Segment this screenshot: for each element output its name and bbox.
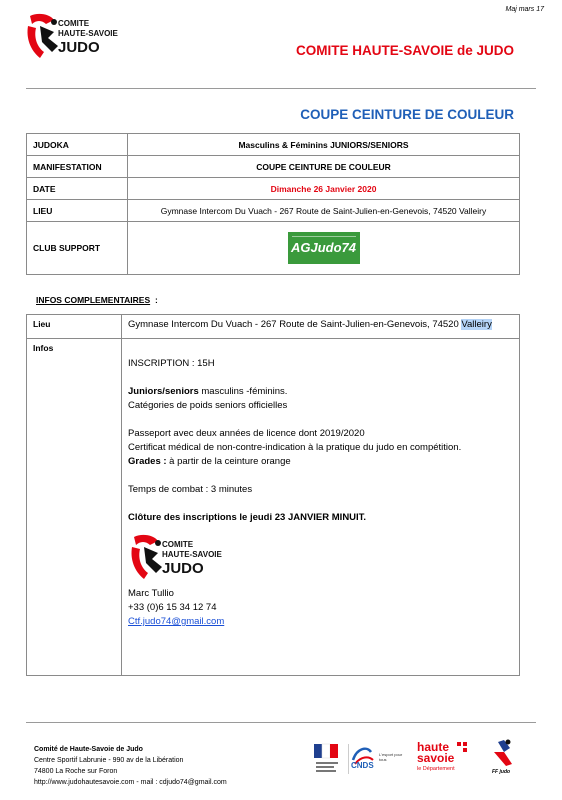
- hs-line-savoie: savoie: [417, 751, 455, 765]
- infos-value-infos: [122, 339, 520, 676]
- lieu-selected-text[interactable]: Valleiry: [461, 319, 492, 330]
- row-label-lieu: LIEU: [27, 200, 128, 222]
- juniors-line: [128, 385, 513, 399]
- contact-phone: +33 (0)6 15 34 12 74: [128, 602, 217, 613]
- contact-name: Marc Tullio: [128, 588, 174, 599]
- table-row: [27, 315, 520, 339]
- hs-line-departement: le Département: [417, 766, 455, 772]
- bottom-divider: [26, 722, 536, 723]
- table-row: [27, 134, 520, 156]
- passeport-line: Passeport avec deux années de licence dont 2019/2020: [128, 428, 365, 439]
- haute-savoie-departement-logo: [417, 742, 477, 778]
- footer-web: http://www.judohautesavoie.com - mail : cdjudo74@gmail.com: [34, 779, 227, 786]
- row-label-manifestation: MANIFESTATION: [27, 156, 128, 178]
- row-value-judoka: Masculins & Féminins JUNIORS/SENIORS: [128, 134, 520, 156]
- comite-logo: [24, 12, 134, 60]
- row-value-lieu: Gymnase Intercom Du Vuach - 267 Route de Saint-Julien-en-Genevois, 74520 Valleiry: [128, 200, 520, 222]
- footer-address-line1: Centre Sportif Labrunie - 990 av de la Libération: [34, 757, 184, 764]
- contact-email-link[interactable]: Ctf.judo74@gmail.com: [128, 616, 225, 627]
- table-row: [27, 222, 520, 275]
- row-label-date: DATE: [27, 178, 128, 200]
- ffj-text: FF judo: [492, 769, 511, 775]
- hs-line-haute: haute: [417, 740, 450, 754]
- ffj-judoka-icon: [490, 738, 518, 768]
- grades-rest: à partir de la ceinture orange: [166, 456, 291, 467]
- logo-line-judo: JUDO: [162, 560, 204, 577]
- infos-table: [26, 314, 520, 676]
- inscription-line: INSCRIPTION : 15H: [128, 358, 215, 369]
- hs-dots-icon: [457, 742, 469, 754]
- grades-bold: Grades :: [128, 456, 167, 467]
- infos-heading: INFOS COMPLEMENTAIRES: [36, 295, 151, 305]
- org-title: COMITE HAUTE-SAVOIE de JUDO: [295, 43, 514, 58]
- grades-line: [128, 455, 513, 469]
- marianne-flag-icon: [312, 742, 342, 778]
- republique-francaise-logo: [312, 742, 342, 778]
- cloture-line: Clôture des inscriptions le jeudi 23 JANVIER MINUIT.: [128, 512, 367, 523]
- footer-org: Comité de Haute-Savoie de Judo: [34, 746, 143, 753]
- logo-line-comite: COMITE: [58, 19, 90, 28]
- top-divider: [26, 88, 536, 89]
- combat-line: Temps de combat : 3 minutes: [128, 484, 253, 495]
- categories-line: Catégories de poids seniors officielles: [128, 400, 288, 411]
- row-value-club-support: [128, 222, 520, 275]
- summary-table: [26, 133, 520, 275]
- comite-logo-small: [128, 533, 238, 581]
- row-value-manifestation: COUPE CEINTURE DE COULEUR: [128, 156, 520, 178]
- logo-line-judo: JUDO: [58, 39, 100, 56]
- cnds-text: CNDS: [351, 761, 374, 770]
- document-title: COUPE CEINTURE DE COULEUR: [300, 107, 514, 122]
- row-label-judoka: JUDOKA: [27, 134, 128, 156]
- juniors-rest: masculins -féminins.: [198, 386, 288, 397]
- cnds-logo: [348, 744, 403, 774]
- row-label-club-support: CLUB SUPPORT: [27, 222, 128, 275]
- logo-line-comite: COMITE: [162, 540, 194, 549]
- update-note: Maj mars 17: [505, 6, 544, 13]
- certificat-line: Certificat médical de non-contre-indication à la pratique du judo en compétition.: [128, 442, 462, 453]
- table-row: [27, 200, 520, 222]
- table-row: [27, 178, 520, 200]
- footer-address-line2: 74800 La Roche sur Foron: [34, 768, 118, 775]
- juniors-bold: Juniors/seniors: [128, 386, 199, 397]
- table-row: [27, 156, 520, 178]
- infos-label-infos: Infos: [27, 339, 122, 676]
- agjudo74-logo: AGJudo74: [288, 232, 360, 264]
- table-row: [27, 339, 520, 676]
- infos-value-lieu: [122, 315, 520, 339]
- row-value-date: Dimanche 26 Janvier 2020: [128, 178, 520, 200]
- logo-line-haute-savoie: HAUTE-SAVOIE: [58, 29, 118, 38]
- lieu-text: Gymnase Intercom Du Vuach - 267 Route de Saint-Julien-en-Genevois, 74520: [128, 319, 462, 330]
- infos-heading-colon: :: [155, 295, 158, 305]
- infos-label-lieu: Lieu: [27, 315, 122, 339]
- footer-address: [34, 744, 227, 788]
- ff-judo-logo: [490, 738, 518, 778]
- logo-line-haute-savoie: HAUTE-SAVOIE: [162, 550, 222, 559]
- cnds-subtext: L'esport pour tous: [379, 752, 403, 762]
